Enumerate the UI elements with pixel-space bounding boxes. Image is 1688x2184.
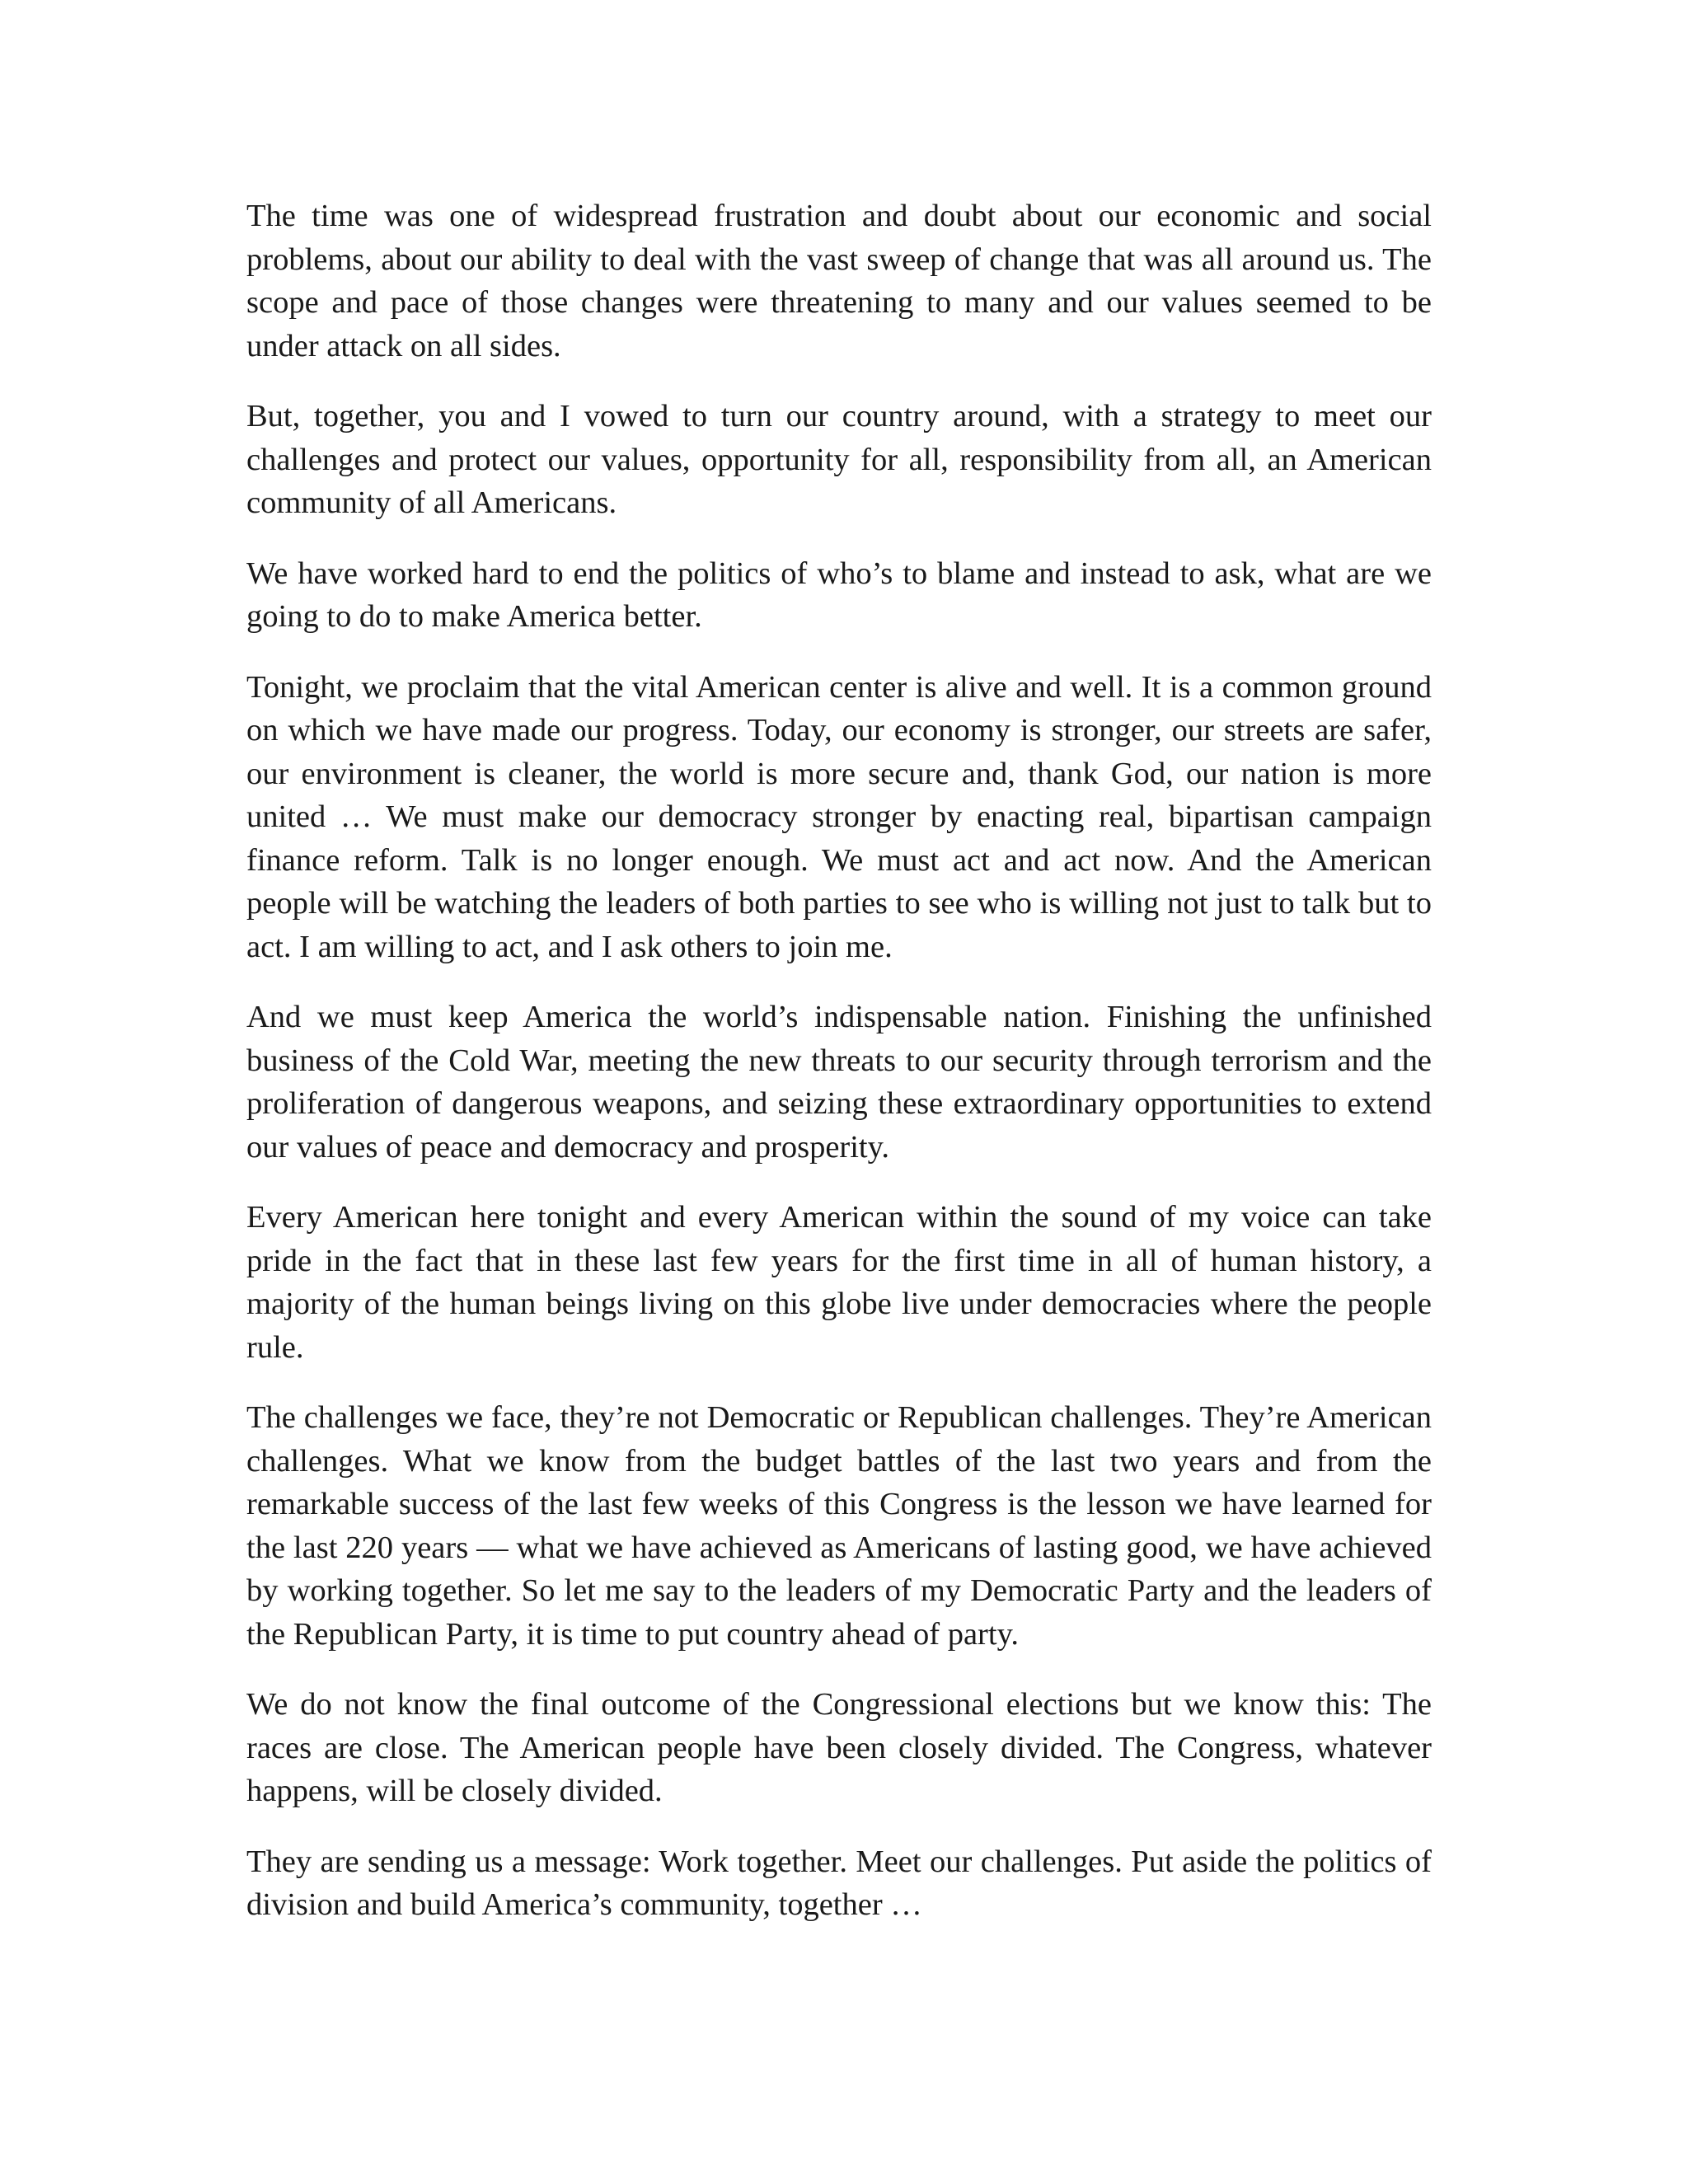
paragraph-7: The challenges we face, they’re not Democratic or Republican challenges. They’re American challenges. What we know from the budget battles of the last two years and from the remarkable success of the last few weeks of this Congress is the lesson we have learned for the last 220 years — what we have achieved as Americans of lasting good, we have achieved by working together. So let me say to the leaders of my Democratic Party and the leaders of the Republican Party, it is time to put country ahead of party. — [246, 1400, 1432, 1652]
paragraph-8: We do not know the final outcome of the Congressional elections but we know this: The races are close. The American people have been closely divided. The Congress, whatever happens, will be closely divided. — [246, 1687, 1432, 1808]
paragraph-3: We have worked hard to end the politics of who’s to blame and instead to ask, what are we going to do to make America better. — [246, 555, 1432, 634]
speech-text-body — [246, 194, 1432, 1954]
paragraph-4: Tonight, we proclaim that the vital American center is alive and well. It is a common ground on which we have made our progress. Today, our economy is stronger, our streets are safer, our environment is cleaner, the world is more secure and, thank God, our nation is more united … We must make our democracy stronger by enacting real, bipartisan campaign finance reform. Talk is no longer enough. We must act and act now. And the American people will be watching the leaders of both parties to see who is willing not just to talk but to act. I am willing to act, and I ask others to join me. — [246, 669, 1432, 964]
paragraph-6: Every American here tonight and every American within the sound of my voice can take pride in the fact that in these last few years for the first time in all of human history, a majority of the human beings living on this globe live under democracies where the people rule. — [246, 1200, 1432, 1365]
paragraph-9: They are sending us a message: Work together. Meet our challenges. Put aside the politics of division and build America’s community, together … — [246, 1844, 1432, 1922]
paragraph-2: But, together, you and I vowed to turn our country around, with a strategy to meet our challenges and protect our values, opportunity for all, responsibility from all, an American community of all Americans. — [246, 399, 1432, 520]
paragraph-5: And we must keep America the world’s indispensable nation. Finishing the unfinished business of the Cold War, meeting the new threats to our security through terrorism and the proliferation of dangerous weapons, and seizing these extraordinary opportunities to extend our values of peace and democracy and prosperity. — [246, 1000, 1432, 1165]
paragraph-1: The time was one of widespread frustration and doubt about our economic and social problems, about our ability to deal with the vast sweep of change that was all around us. The scope and pace of those changes were threatening to many and our values seemed to be under attack on all sides. — [246, 199, 1432, 363]
